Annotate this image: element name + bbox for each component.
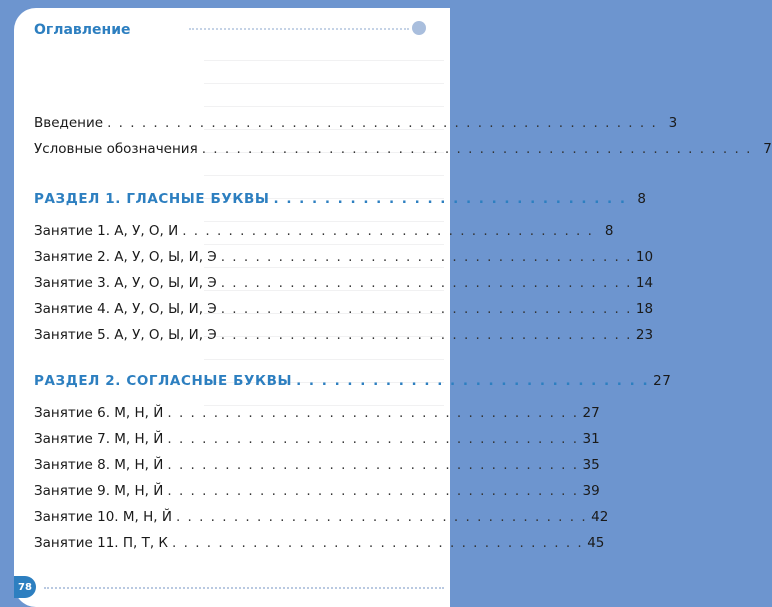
- page-number-badge: 78: [14, 576, 36, 598]
- leader-dots: . . . . . . . . . . . . . . . . . . . . . . . . . . . . . . . . . . . .: [167, 457, 579, 473]
- book-page: [14, 8, 772, 607]
- toc-entry-intro[interactable]: Введение . . . . . . . . . . . . . . . . . . . . . . . . . . . . . . . . . . . . . . . . . . . . . . . . 3: [34, 110, 434, 136]
- section-1-title[interactable]: РАЗДЕЛ 1. ГЛАСНЫЕ БУКВЫ . . . . . . . . . . . . . . . . . . . . . . . . . . . . 8: [34, 186, 434, 212]
- toc-section-2: [34, 368, 672, 556]
- toc-entry-lesson-5[interactable]: Занятие 5. А, У, О, Ы, И, Э . . . . . . . . . . . . . . . . . . . . . . . . . . . . . . . . . . . . 23: [34, 322, 434, 348]
- toc-entry-lesson-9[interactable]: Занятие 9. М, Н, Й . . . . . . . . . . . . . . . . . . . . . . . . . . . . . . . . . . . . 39: [34, 478, 434, 504]
- leader-dots: . . . . . . . . . . . . . . . . . . . . . . . . . . . . . . . . . . . .: [175, 509, 588, 525]
- leader-dots: . . . . . . . . . . . . . . . . . . . . . . . . . . . . . . . . . . . .: [182, 223, 594, 239]
- leader-dots: . . . . . . . . . . . . . . . . . . . . . . . . . . . . . . . . . . . .: [167, 405, 579, 421]
- leader-dots: . . . . . . . . . . . . . . . . . . . . . . . . . . . .: [296, 373, 650, 389]
- leader-dots: . . . . . . . . . . . . . . . . . . . . . . . . . . . . . . . . . . . .: [220, 275, 632, 291]
- leader-dots: . . . . . . . . . . . . . . . . . . . . . . . . . . . . . . . . . . . .: [220, 301, 632, 317]
- leader-dots: . . . . . . . . . . . . . . . . . . . . . . . . . . . . . . . . . . . . . . . . . . . . . . . .: [107, 115, 658, 131]
- header-circle-icon: [412, 21, 426, 35]
- leader-dots: . . . . . . . . . . . . . . . . . . . . . . . . . . . . . . . . . . . .: [220, 327, 632, 343]
- leader-dots: . . . . . . . . . . . . . . . . . . . . . . . . . . . . . . . . . . . . . . . . . . . . . . . .: [201, 141, 752, 157]
- toc-entry-lesson-3[interactable]: Занятие 3. А, У, О, Ы, И, Э . . . . . . . . . . . . . . . . . . . . . . . . . . . . . . . . . . . . 14: [34, 270, 434, 296]
- toc-heading: Оглавление: [34, 22, 131, 38]
- toc-intro-block: [34, 110, 772, 162]
- toc-entry-lesson-1[interactable]: Занятие 1. А, У, О, И . . . . . . . . . . . . . . . . . . . . . . . . . . . . . . . . . . . . 8: [34, 218, 434, 244]
- leader-dots: . . . . . . . . . . . . . . . . . . . . . . . . . . . .: [273, 191, 627, 207]
- toc-entry-lesson-2[interactable]: Занятие 2. А, У, О, Ы, И, Э . . . . . . . . . . . . . . . . . . . . . . . . . . . . . . . . . . . . 10: [34, 244, 434, 270]
- section-2-title[interactable]: РАЗДЕЛ 2. СОГЛАСНЫЕ БУКВЫ . . . . . . . . . . . . . . . . . . . . . . . . . . . . 27: [34, 368, 434, 394]
- toc-entry-lesson-6[interactable]: Занятие 6. М, Н, Й . . . . . . . . . . . . . . . . . . . . . . . . . . . . . . . . . . . . 27: [34, 400, 434, 426]
- toc-entry-lesson-11[interactable]: Занятие 11. П, Т, К . . . . . . . . . . . . . . . . . . . . . . . . . . . . . . . . . . . . 45: [34, 530, 434, 556]
- toc-entry-lesson-10[interactable]: Занятие 10. М, Н, Й . . . . . . . . . . . . . . . . . . . . . . . . . . . . . . . . . . . . 42: [34, 504, 434, 530]
- toc-section-1: [34, 186, 654, 348]
- leader-dots: . . . . . . . . . . . . . . . . . . . . . . . . . . . . . . . . . . . .: [172, 535, 584, 551]
- toc-entry-lesson-7[interactable]: Занятие 7. М, Н, Й . . . . . . . . . . . . . . . . . . . . . . . . . . . . . . . . . . . . 31: [34, 426, 434, 452]
- header-dotted-rule: [189, 28, 409, 30]
- footer-dotted-rule: [44, 587, 444, 589]
- toc-entry-lesson-8[interactable]: Занятие 8. М, Н, Й . . . . . . . . . . . . . . . . . . . . . . . . . . . . . . . . . . . . 35: [34, 452, 434, 478]
- toc-entry-legend[interactable]: Условные обозначения . . . . . . . . . . . . . . . . . . . . . . . . . . . . . . . . . . . . . . . . . . . . . . . . 7: [34, 136, 434, 162]
- leader-dots: . . . . . . . . . . . . . . . . . . . . . . . . . . . . . . . . . . . .: [167, 483, 579, 499]
- leader-dots: . . . . . . . . . . . . . . . . . . . . . . . . . . . . . . . . . . . .: [220, 249, 632, 265]
- toc-entry-lesson-4[interactable]: Занятие 4. А, У, О, Ы, И, Э . . . . . . . . . . . . . . . . . . . . . . . . . . . . . . . . . . . . 18: [34, 296, 434, 322]
- leader-dots: . . . . . . . . . . . . . . . . . . . . . . . . . . . . . . . . . . . .: [167, 431, 579, 447]
